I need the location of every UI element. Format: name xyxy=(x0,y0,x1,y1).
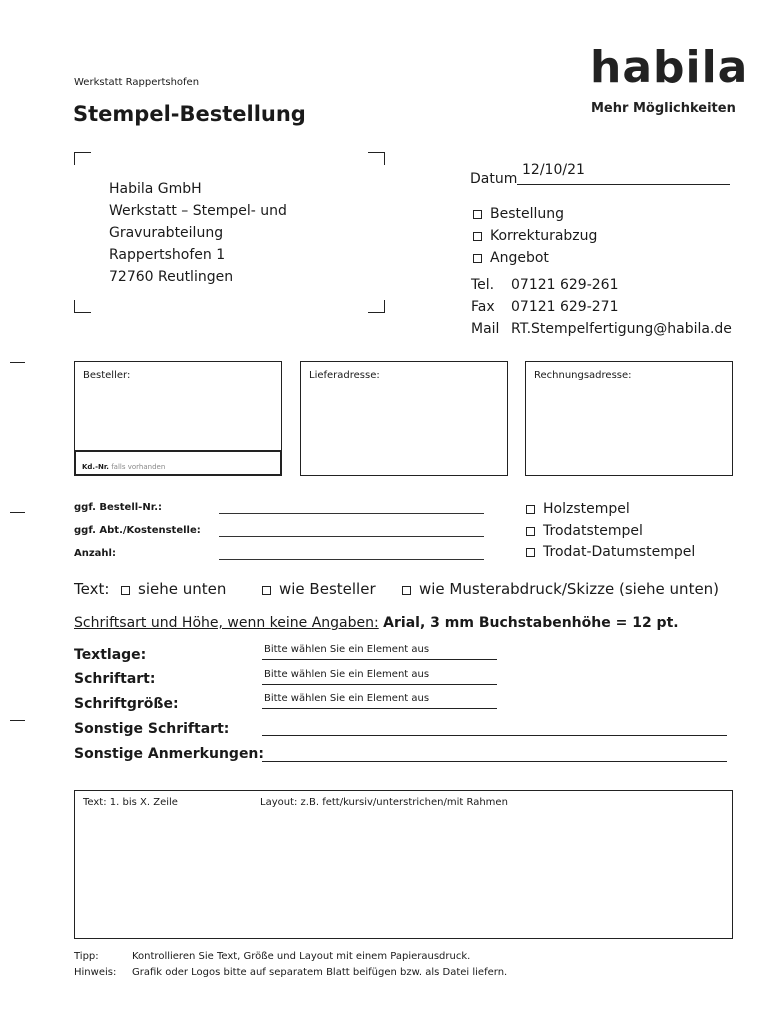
text-label: Text: xyxy=(74,580,110,598)
habila-logo: habila xyxy=(590,42,749,93)
rechnungsadresse-label: Rechnungsadresse: xyxy=(534,370,632,381)
lieferadresse-box[interactable] xyxy=(300,361,508,476)
textbox-col2-label: Layout: z.B. fett/kursiv/unterstrichen/mit Rahmen xyxy=(260,797,508,808)
checkbox-bestellung[interactable]: Bestellung xyxy=(473,203,597,225)
fold-mark xyxy=(10,720,25,721)
bestell-nr-input[interactable] xyxy=(219,513,484,514)
textbox-col1-label: Text: 1. bis X. Zeile xyxy=(83,797,178,808)
tel-label: Tel. xyxy=(471,277,495,293)
address-line: 72760 Reutlingen xyxy=(109,269,234,285)
textlage-label: Textlage: xyxy=(74,647,147,663)
checkbox-korrekturabzug[interactable]: Korrekturabzug xyxy=(473,225,597,247)
besteller-label: Besteller: xyxy=(83,370,131,381)
checkbox-wie-besteller[interactable]: wie Besteller xyxy=(262,580,376,598)
checkbox-holzstempel[interactable]: Holzstempel xyxy=(526,499,695,521)
lieferadresse-label: Lieferadresse: xyxy=(309,370,380,381)
stamp-text-box[interactable] xyxy=(74,790,733,939)
address-line: Habila GmbH xyxy=(109,181,202,197)
logo-tagline: Mehr Möglichkeiten xyxy=(591,101,736,116)
fax-label: Fax xyxy=(471,299,495,315)
schriftgroesse-dropdown[interactable]: Bitte wählen Sie ein Element aus xyxy=(262,692,497,709)
checkbox-icon[interactable] xyxy=(121,586,130,595)
sonstige-schriftart-input[interactable] xyxy=(262,735,727,736)
checkbox-icon[interactable] xyxy=(473,210,482,219)
font-default-value: Arial, 3 mm Buchstabenhöhe = 12 pt. xyxy=(383,615,679,631)
text-options-row xyxy=(74,580,109,598)
sonstige-anmerkungen-label: Sonstige Anmerkungen: xyxy=(74,746,264,762)
kd-nr-hint: falls vorhanden xyxy=(111,463,166,471)
mail-label: Mail xyxy=(471,321,500,337)
besteller-box[interactable] xyxy=(74,361,282,476)
kd-nr-label: Kd.-Nr. xyxy=(82,463,109,471)
tel-value: 07121 629-261 xyxy=(511,277,619,293)
checkbox-siehe-unten[interactable]: siehe unten xyxy=(121,580,226,598)
kostenstelle-label: ggf. Abt./Kostenstelle: xyxy=(74,525,201,536)
checkbox-wie-musterabdruck[interactable]: wie Musterabdruck/Skizze (siehe unten) xyxy=(402,580,719,598)
note-text: Grafik oder Logos bitte auf separatem Blatt beifügen bzw. als Datei liefern. xyxy=(132,967,508,978)
date-underline xyxy=(517,184,730,185)
footer-note xyxy=(74,967,507,978)
footer-tip xyxy=(74,951,470,962)
checkbox-icon[interactable] xyxy=(526,505,535,514)
fold-mark xyxy=(10,362,25,363)
mail-value[interactable]: RT.Stempelfertigung@habila.de xyxy=(511,321,732,337)
checkbox-trodatstempel[interactable]: Trodatstempel xyxy=(526,521,695,543)
tip-label: Tipp: xyxy=(74,951,99,962)
sonstige-schriftart-label: Sonstige Schriftart: xyxy=(74,721,230,737)
schriftart-dropdown[interactable]: Bitte wählen Sie ein Element aus xyxy=(262,668,497,685)
page-title: Stempel-Bestellung xyxy=(73,102,306,126)
order-type-group xyxy=(473,203,597,269)
anzahl-input[interactable] xyxy=(219,559,484,560)
rechnungsadresse-box[interactable] xyxy=(525,361,733,476)
address-line: Werkstatt – Stempel- und xyxy=(109,203,287,219)
checkbox-angebot[interactable]: Angebot xyxy=(473,247,597,269)
font-default-row xyxy=(74,615,679,631)
address-line: Rappertshofen 1 xyxy=(109,247,226,263)
anzahl-label: Anzahl: xyxy=(74,548,116,559)
checkbox-icon[interactable] xyxy=(402,586,411,595)
corner-mark xyxy=(368,300,385,313)
sonstige-anmerkungen-input[interactable] xyxy=(262,761,727,762)
checkbox-icon[interactable] xyxy=(473,254,482,263)
corner-mark xyxy=(368,152,385,165)
recipient-address xyxy=(109,178,287,288)
schriftart-label: Schriftart: xyxy=(74,671,156,687)
checkbox-icon[interactable] xyxy=(262,586,271,595)
note-label: Hinweis: xyxy=(74,967,117,978)
fold-mark xyxy=(10,512,25,513)
schriftgroesse-label: Schriftgröße: xyxy=(74,696,179,712)
fax-value: 07121 629-271 xyxy=(511,299,619,315)
corner-mark xyxy=(74,300,91,313)
corner-mark xyxy=(74,152,91,165)
bestell-nr-label: ggf. Bestell-Nr.: xyxy=(74,502,162,513)
workshop-name: Werkstatt Rappertshofen xyxy=(74,77,200,88)
kd-nr-field[interactable] xyxy=(74,450,282,476)
stamp-type-group xyxy=(526,499,695,564)
contact-block xyxy=(471,274,732,340)
checkbox-trodat-datumstempel[interactable]: Trodat-Datumstempel xyxy=(526,542,695,564)
tip-text: Kontrollieren Sie Text, Größe und Layout mit einem Papierausdruck. xyxy=(132,951,471,962)
font-default-label: Schriftsart und Höhe, wenn keine Angaben: xyxy=(74,615,379,631)
checkbox-icon[interactable] xyxy=(473,232,482,241)
address-line: Gravurabteilung xyxy=(109,225,224,241)
date-value[interactable]: 12/10/21 xyxy=(522,162,585,178)
checkbox-icon[interactable] xyxy=(526,527,535,536)
textlage-dropdown[interactable]: Bitte wählen Sie ein Element aus xyxy=(262,643,497,660)
date-label: Datum xyxy=(470,171,518,187)
kostenstelle-input[interactable] xyxy=(219,536,484,537)
checkbox-icon[interactable] xyxy=(526,548,535,557)
